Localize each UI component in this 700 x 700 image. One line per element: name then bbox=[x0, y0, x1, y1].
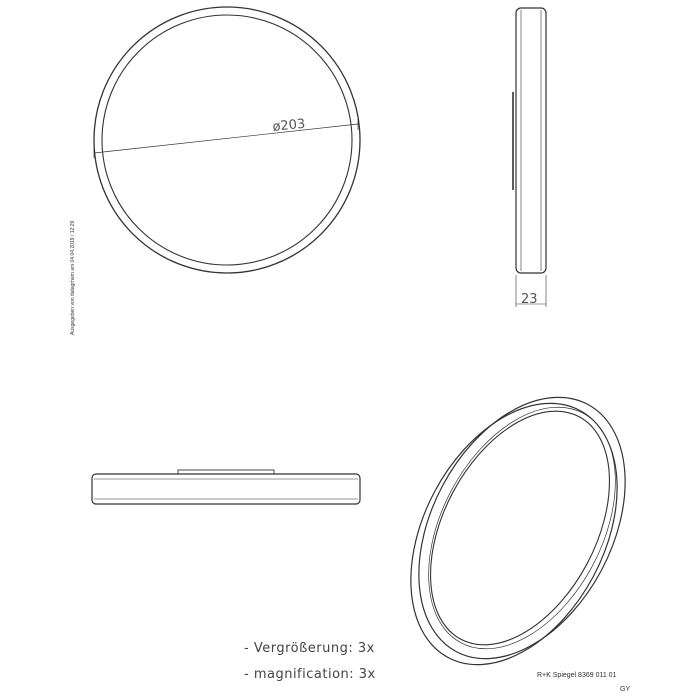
magnification-note-en: - magnification: 3x bbox=[244, 667, 376, 682]
front-view-outer-rim bbox=[94, 7, 360, 273]
thickness-label: 23 bbox=[521, 292, 538, 307]
isometric-view bbox=[369, 362, 667, 700]
side-view-body bbox=[516, 8, 546, 273]
magnification-note-de: - Vergrößerung: 3x bbox=[244, 641, 375, 656]
front-view-inner-rim bbox=[102, 15, 352, 265]
top-view-body bbox=[92, 474, 360, 504]
title-block-part: R+K Spiegel 8369 011 01 bbox=[537, 672, 617, 679]
diameter-label: ø203 bbox=[271, 116, 307, 135]
title-block-code: GY bbox=[620, 686, 631, 693]
issue-stamp: Ausgegeben von datagrham am 04.04.2019 / 12:29 bbox=[70, 220, 76, 335]
top-view bbox=[92, 470, 360, 504]
iso-front-rim bbox=[369, 368, 659, 700]
diameter-dimension-line bbox=[94, 124, 358, 153]
iso-back-rim bbox=[377, 362, 667, 694]
front-view bbox=[94, 7, 360, 273]
iso-inner-rim-outer bbox=[390, 376, 653, 681]
side-view bbox=[513, 8, 546, 307]
